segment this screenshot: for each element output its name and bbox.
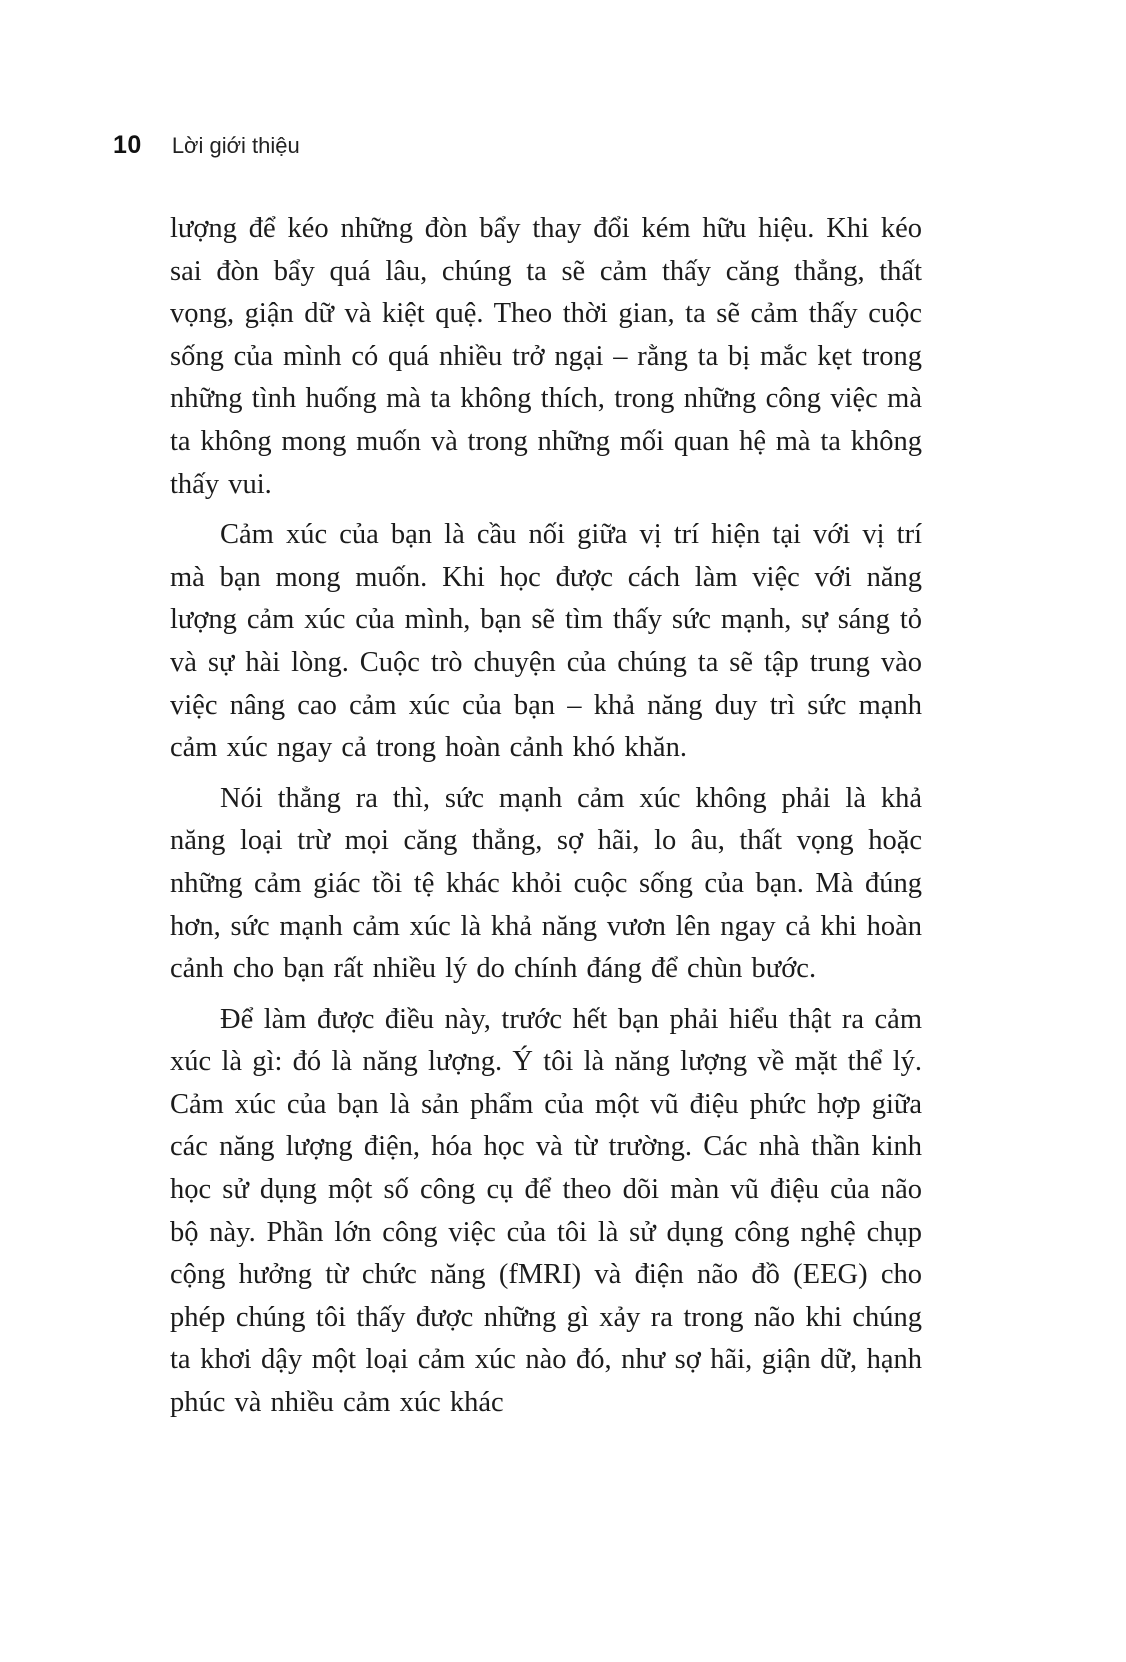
paragraph: Để làm được điều này, trước hết bạn phải hiểu thật ra cảm xúc là gì: đó là năng lượng. Ý tôi là năng lượng về mặt thể lý. Cảm xúc của bạn là sản phẩm của một vũ điệu phức hợp giữa các năng lượng điện, hóa học và từ trường. Các nhà thần kinh học sử dụng một số công cụ để theo dõi màn vũ điệu của não bộ này. Phần lớn công việc của tôi là sử dụng công nghệ chụp cộng hưởng từ chức năng (fMRI) và điện não đồ (EEG) cho phép chúng tôi thấy được những gì xảy ra trong não khi chúng ta khơi dậy một loại cảm xúc nào đó, như sợ hãi, giận dữ, hạnh phúc và nhiều cảm xúc khác [170,1003,922,1419]
paragraph: lượng để kéo những đòn bẩy thay đổi kém hữu hiệu. Khi kéo sai đòn bẩy quá lâu, chúng ta sẽ cảm thấy căng thẳng, thất vọng, giận dữ và kiệt quệ. Theo thời gian, ta sẽ cảm thấy cuộc sống của mình có quá nhiều trở ngại – rằng ta bị mắc kẹt trong những tình huống mà ta không thích, trong những công việc mà ta không mong muốn và trong những mối quan hệ mà ta không thấy vui. [170,213,922,500]
running-title: Lời giới thiệu [171,133,300,158]
paragraph: Nói thẳng ra thì, sức mạnh cảm xúc không phải là khả năng loại trừ mọi căng thẳng, sợ hãi, lo âu, thất vọng hoặc những cảm giác tồi tệ khác khỏi cuộc sống của bạn. Mà đúng hơn, sức mạnh cảm xúc là khả năng vươn lên ngay cả khi hoàn cảnh cho bạn rất nhiều lý do chính đáng để chùn bước. [170,782,922,985]
body-text [170,208,922,1433]
paragraph: Cảm xúc của bạn là cầu nối giữa vị trí hiện tại với vị trí mà bạn mong muốn. Khi học được cách làm việc với năng lượng cảm xúc của mình, bạn sẽ tìm thấy sức mạnh, sự sáng tỏ và sự hài lòng. Cuộc trò chuyện của chúng ta sẽ tập trung vào việc nâng cao cảm xúc của bạn – khả năng duy trì sức mạnh cảm xúc ngay cả trong hoàn cảnh khó khăn. [170,519,922,764]
running-header [113,131,300,160]
page-number: 10 [113,131,142,159]
